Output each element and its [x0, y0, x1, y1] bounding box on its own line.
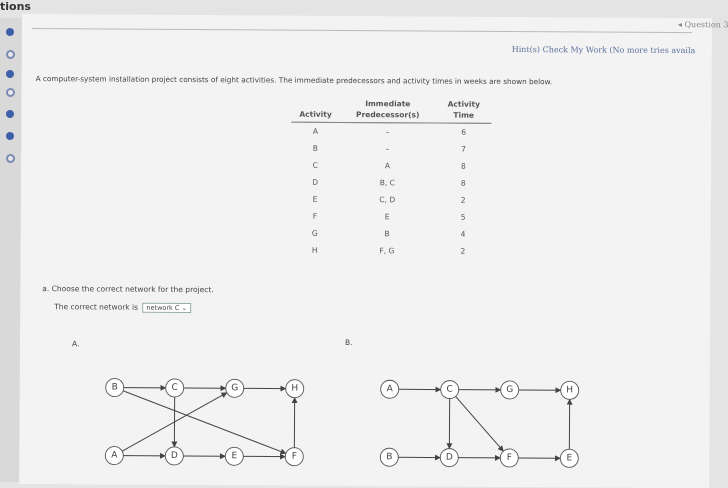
table-cell: C, D: [339, 191, 435, 209]
node-label: G: [231, 383, 238, 393]
table-row: [291, 208, 491, 226]
table-cell: –: [340, 122, 436, 140]
question-dot[interactable]: [6, 28, 14, 36]
table-cell: B, C: [339, 174, 435, 192]
network-node: [225, 447, 243, 465]
table-cell: F, G: [339, 242, 435, 260]
option-a-label: A.: [72, 339, 79, 348]
network-select[interactable]: [142, 303, 191, 313]
table-cell: B: [339, 225, 435, 243]
table-cell: 2: [435, 192, 491, 209]
table-cell: A: [291, 122, 339, 140]
network-node: [561, 381, 579, 399]
node-label: D: [171, 451, 178, 461]
window-title: tions: [0, 0, 31, 13]
table-cell: A: [339, 157, 435, 175]
table-cell: D: [291, 174, 339, 191]
node-label: B: [386, 452, 392, 462]
table-cell: 2: [435, 243, 491, 260]
question-dot[interactable]: [6, 50, 15, 59]
table-header: Activity Time: [436, 97, 492, 124]
network-node: [165, 447, 183, 465]
table-cell: 5: [435, 209, 491, 226]
question-dot[interactable]: [6, 110, 14, 118]
node-label: H: [566, 385, 573, 395]
answer-label: The correct network is: [54, 302, 138, 312]
node-label: G: [506, 385, 513, 395]
table-header: Activity: [291, 96, 340, 123]
node-label: D: [446, 453, 453, 463]
table-row: [291, 122, 491, 141]
node-label: A: [111, 451, 118, 461]
table-cell: B: [291, 140, 339, 157]
network-node: [226, 379, 244, 397]
question-dot[interactable]: [6, 88, 15, 97]
question-dot[interactable]: [6, 70, 14, 78]
network-node: [501, 381, 519, 399]
chevron-down-icon: ⌄: [181, 304, 187, 312]
node-label: A: [387, 384, 394, 394]
network-node: [285, 448, 303, 466]
table-cell: E: [291, 191, 339, 208]
table-cell: E: [339, 208, 435, 226]
question-panel: [19, 14, 712, 488]
network-select-value: network C: [146, 304, 179, 312]
network-node: [381, 380, 399, 398]
network-edge: [455, 396, 503, 451]
table-cell: 6: [436, 123, 492, 141]
question-nav[interactable]: ◂ Question 3: [678, 20, 728, 29]
node-label: F: [507, 453, 512, 463]
node-label: B: [112, 383, 118, 393]
node-label: E: [566, 453, 572, 463]
node-label: F: [292, 452, 297, 462]
table-cell: F: [291, 208, 339, 225]
table-cell: G: [291, 225, 339, 242]
table-row: [291, 225, 491, 243]
node-label: H: [291, 384, 298, 394]
network-node: [286, 380, 304, 398]
table-cell: C: [291, 157, 339, 174]
network-node: [500, 449, 518, 467]
answer-line: [54, 302, 191, 313]
node-label: C: [447, 385, 453, 395]
network-node: [106, 379, 124, 397]
table-cell: 7: [435, 141, 491, 158]
table-cell: –: [339, 140, 435, 158]
table-header: Immediate Predecessor(s): [340, 96, 436, 123]
network-node: [441, 381, 459, 399]
table-cell: H: [291, 242, 339, 259]
table-row: [291, 157, 491, 175]
option-b-label: B.: [345, 338, 353, 347]
network-node: [560, 449, 578, 467]
activity-table: [291, 96, 492, 260]
table-cell: 4: [435, 226, 491, 243]
table-row: [291, 242, 491, 260]
network-node: [166, 379, 184, 397]
hint-links[interactable]: Hint(s) Check My Work (No more tries availa: [512, 45, 696, 55]
network-option-a[interactable]: [99, 369, 320, 470]
table-row: [291, 191, 491, 209]
network-node: [440, 449, 458, 467]
problem-statement: A computer-system installation project consists of eight activities. The immediate predecessors and activity times in weeks are shown below.: [36, 74, 553, 86]
table-row: [291, 174, 491, 192]
divider: [32, 28, 692, 33]
node-label: E: [231, 451, 237, 461]
question-dot[interactable]: [6, 154, 15, 163]
question-dot[interactable]: [6, 132, 14, 140]
node-label: C: [172, 383, 178, 393]
network-node: [380, 448, 398, 466]
network-option-b[interactable]: [374, 371, 595, 472]
network-edge: [123, 391, 287, 454]
table-cell: 8: [435, 175, 491, 192]
table-cell: 8: [435, 158, 491, 175]
part-a-prompt: a. Choose the correct network for the project.: [42, 284, 213, 294]
table-row: [291, 140, 491, 158]
network-node: [105, 447, 123, 465]
